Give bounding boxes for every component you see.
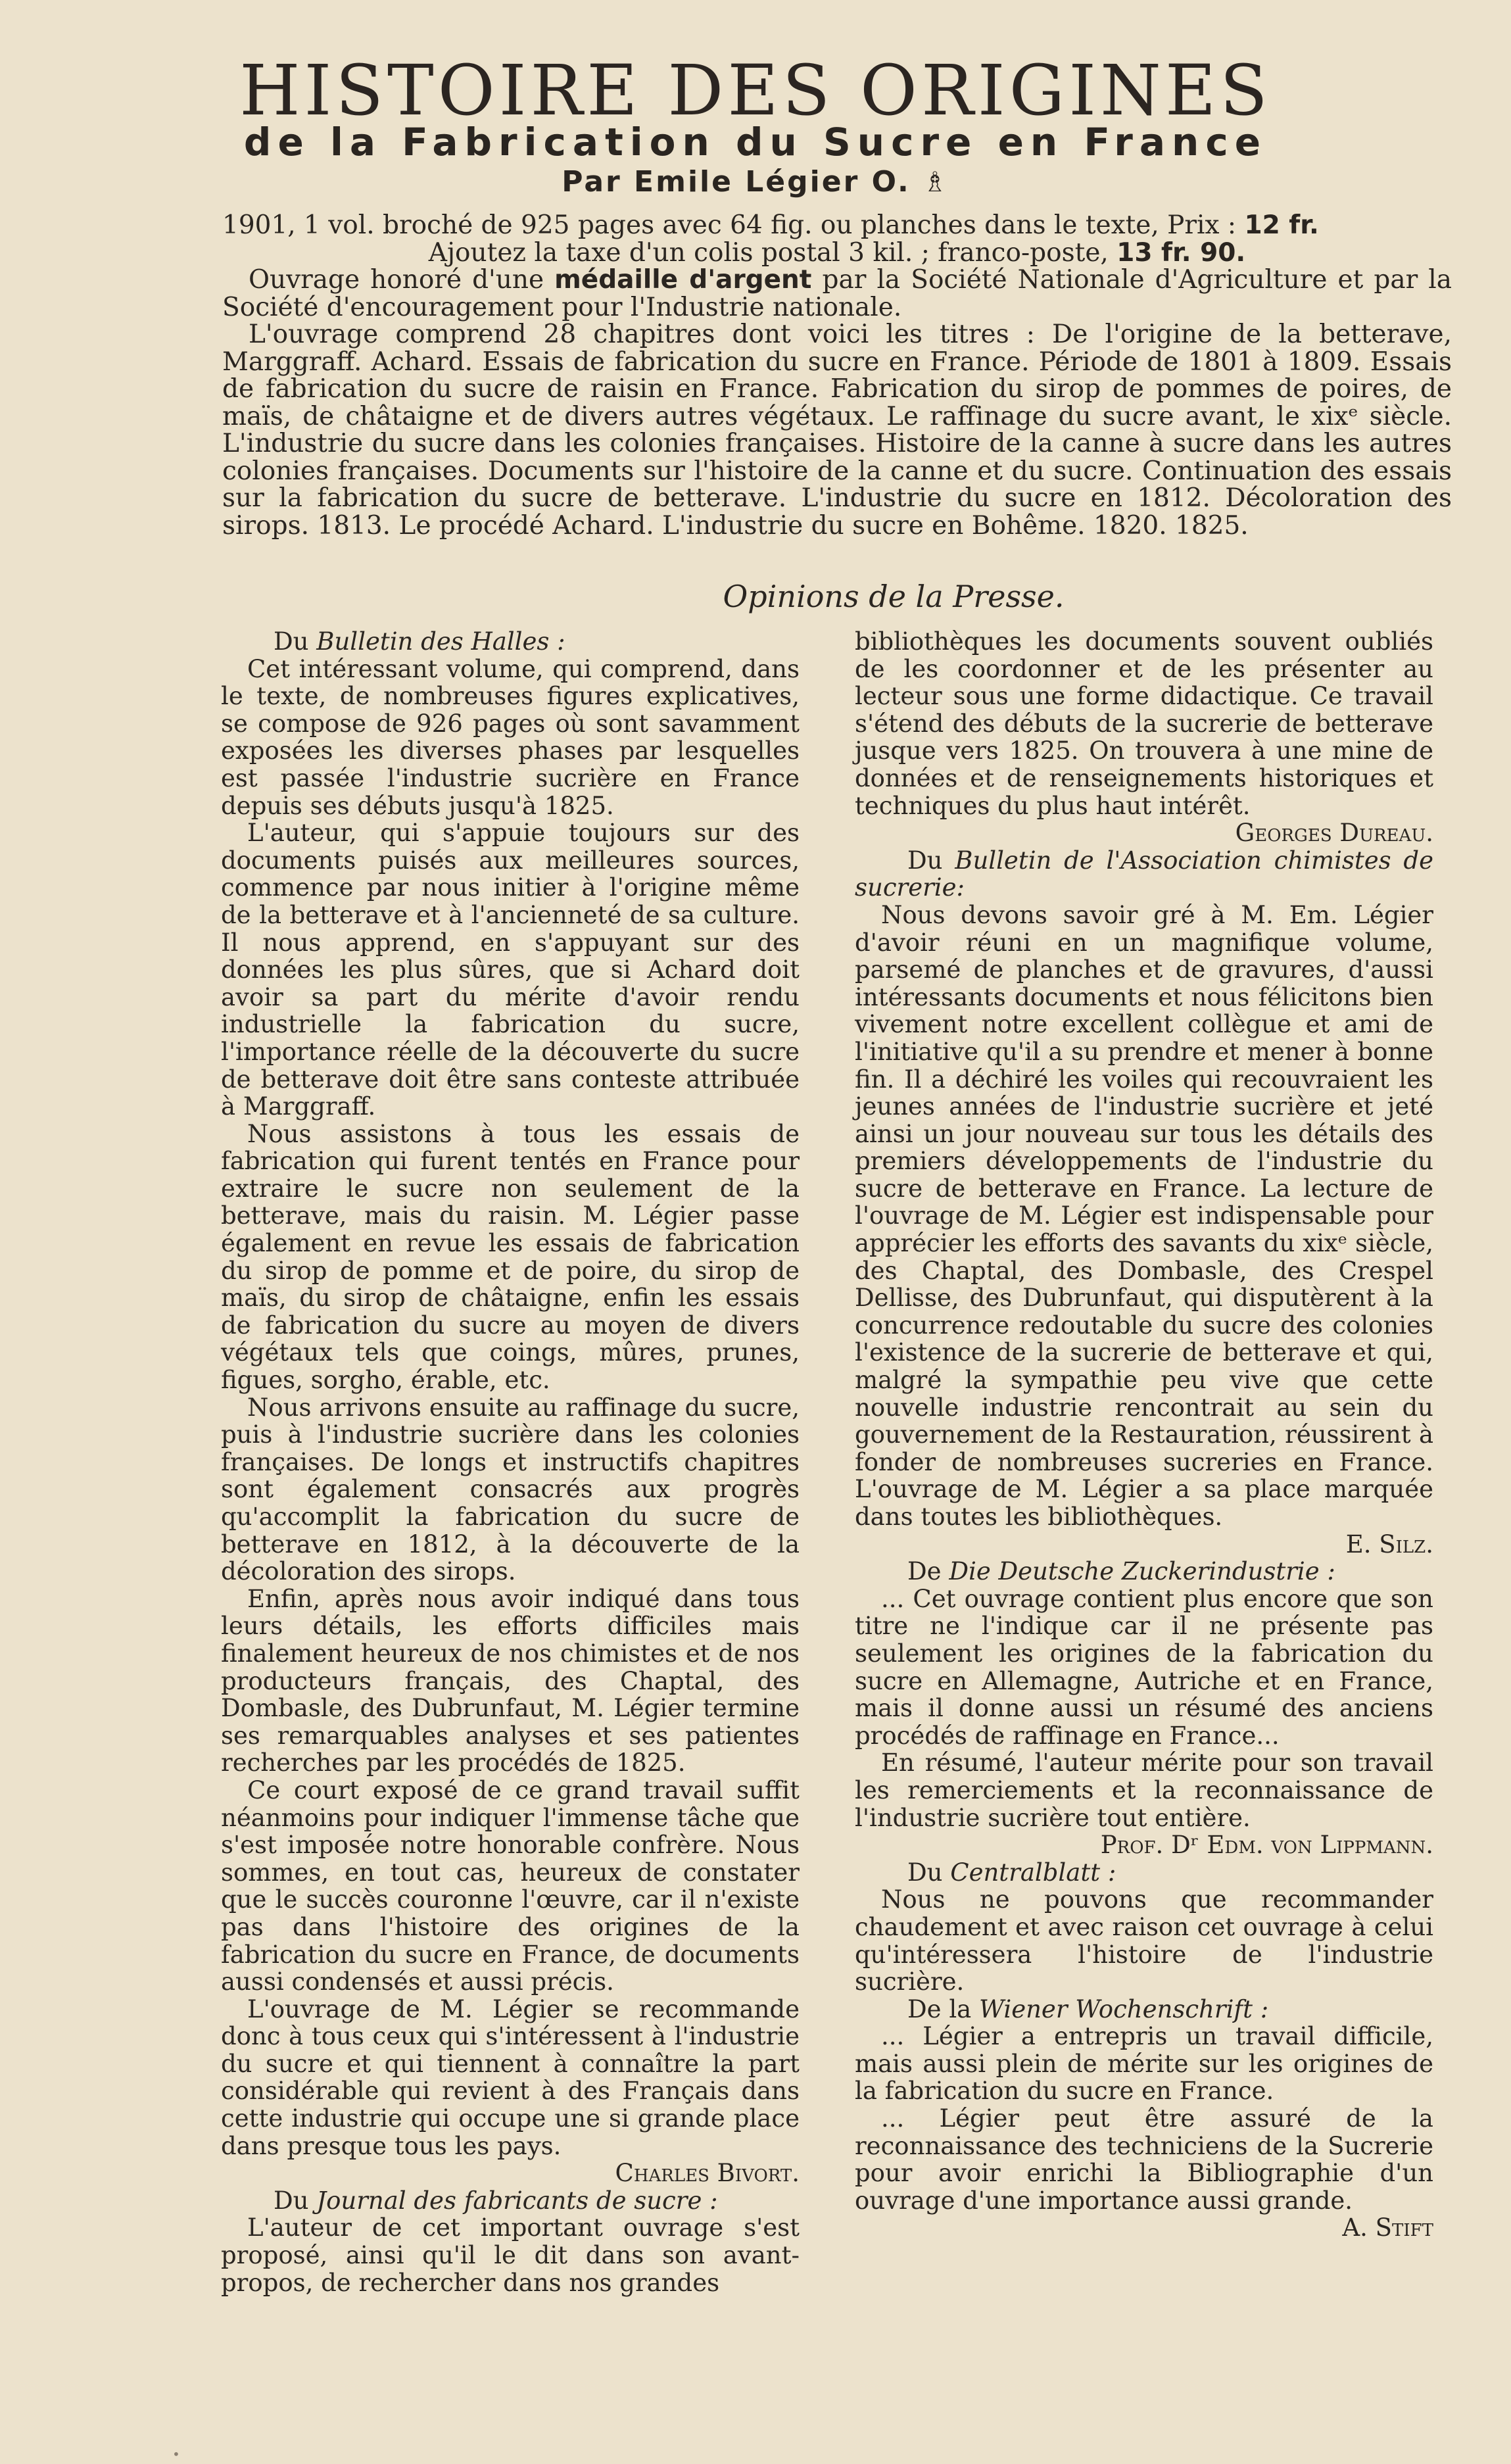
signature-bivort: Charles Bivort. bbox=[615, 2159, 800, 2188]
price: 12 fr. bbox=[1244, 210, 1319, 240]
review-source-wiener: De la Wiener Wochenschrift : bbox=[907, 1994, 1269, 2023]
review-paragraph: L'auteur de cet important ouvrage s'est proposé, ainsi qu'il le dit dans son avant-propos, de rechercher dans nos grandes bbox=[221, 2213, 800, 2297]
signature-lippmann: Prof. Dʳ Edm. von Lippmann. bbox=[1100, 1831, 1433, 1860]
review-source-chimistes: Du Bulletin de l'Association chimistes de sucrerie: bbox=[855, 846, 1433, 902]
review-source-deutsche: De Die Deutsche Zuckerindustrie : bbox=[907, 1557, 1335, 1586]
review-paragraph-continued: bibliothèques les documents souvent oubliés de les coordonner et de les présenter au lecteur sous une forme didactique. Ce travail s'étend des débuts de la sucrerie de betterave jusque vers 1825. On trouvera à une mine de données et de renseignements historiques et techniques du plus haut intérêt. bbox=[855, 627, 1433, 820]
review-paragraph: Nous assistons à tous les essais de fabrication qui furent tentés en France pour extraire le sucre non seulement de la betterave, mais du raisin. M. Légier passe également en revue les essais de fabrication du sirop de pomme et de poire, du sirop de maïs, du sirop de châtaigne, enfin les essais de fabrication du sucre au moyen de divers végétaux tels que coings, mûres, prunes, figues, sorgho, érable, etc. bbox=[221, 1119, 800, 1395]
review-paragraph: L'auteur, qui s'appuie toujours sur des documents puisés aux meilleures sources, commence par nous initier à l'origine même de la betterave et à l'ancienneté de sa culture. Il nous apprend, en s'appuyant sur des données les plus sûres, que si Achard doit avoir sa part du mérite d'avoir rendu industrielle la fabrication du sucre, l'importance réelle de la découverte du sucre de betterave doit être sans conteste attribuée à Marggraff. bbox=[221, 819, 800, 1121]
review-source-journal: Du Journal des fabricants de sucre : bbox=[274, 2186, 718, 2215]
page-title: HISTOIRE DES ORIGINES bbox=[239, 50, 1272, 131]
right-column bbox=[855, 628, 1433, 2242]
review-paragraph: ... Légier peut être assuré de la reconnaissance des techniciens de la Sucrerie pour avoir enrichi la Bibliographie d'un ouvrage d'une importance aussi grande. bbox=[855, 2104, 1433, 2215]
honor-line: Ouvrage honoré d'une médaille d'argent par la Société Nationale d'Agriculture et par la Société d'encouragement pour l'Industrie nationale. bbox=[222, 265, 1452, 322]
publication-line: 1901, 1 vol. broché de 925 pages avec 64 fig. ou planches dans le texte, Prix : 12 fr. bbox=[222, 210, 1319, 240]
review-source-centralblatt: Du Centralblatt : bbox=[907, 1858, 1116, 1887]
signature-dureau: Georges Dureau. bbox=[1235, 819, 1433, 848]
medal: médaille d'argent bbox=[554, 265, 812, 295]
review-paragraph: Nous arrivons ensuite au raffinage du sucre, puis à l'industrie sucrière dans les colonies françaises. De longs et instructifs chapitres sont également consacrés aux progrès qu'accomplit la fabrication du sucre de betterave en 1812, à la découverte de la décoloration des sirops. bbox=[221, 1393, 800, 1586]
review-paragraph: Nous devons savoir gré à M. Em. Légier d'avoir réuni en un magnifique volume, parsemé de planches et de gravures, d'aussi intéressants documents et nous félicitons bien vivement notre excellent collègue et ami de l'initiative qu'il a su prendre et mener à bonne fin. Il a déchiré les voiles qui recouvraient les jeunes années de l'industrie sucrière et jeté ainsi un jour nouveau sur tous les détails des premiers développements de l'industrie du sucre de betterave en France. La lecture de l'ouvrage de M. Légier est indispensable pour apprécier les efforts des savants du xixᵉ siècle, des Chaptal, des Dombasle, des Crespel Dellisse, des Dubrunfaut, qui disputèrent à la concurrence redoutable du sucre des colonies l'existence de la sucrerie de betterave et qui, malgré la sympathie peu vive que cette nouvelle industrie rencontrait au sein du gouvernement de la Restauration, réussirent à fonder de nombreuses sucreries en France. L'ouvrage de M. Légier a sa place marquée dans toutes les bibliothèques. bbox=[855, 900, 1433, 1531]
paper-speck: • bbox=[172, 2446, 180, 2462]
review-paragraph: ... Légier a entrepris un travail difficile, mais aussi plein de mérite sur les origines de la fabrication du sucre en France. bbox=[855, 2022, 1433, 2106]
intro-block bbox=[222, 212, 1452, 539]
review-paragraph: Cet intéressant volume, qui comprend, dans le texte, de nombreuses figures explicatives, se compose de 926 pages où sont savamment exposées les diverses phases par lesquelles est passée l'industrie sucrière en France depuis ses débuts jusqu'à 1825. bbox=[221, 654, 800, 820]
review-paragraph: L'ouvrage de M. Légier se recommande donc à tous ceux qui s'intéressent à l'industrie du sucre et qui tiennent à connaître la part considérable qui revient à des Français dans cette industrie qui occupe une si grande place dans presque tous les pays. bbox=[221, 1994, 800, 2160]
author-line bbox=[0, 165, 1511, 199]
review-paragraph: ... Cet ouvrage contient plus encore que son titre ne l'indique car il ne présente pas seulement les origines de la fabrication du sucre en Allemagne, Autriche et en France, mais il donne aussi un résumé des anciens procédés de raffinage en France... bbox=[855, 1584, 1433, 1750]
signature-silz: E. Silz. bbox=[1345, 1530, 1433, 1558]
left-column bbox=[221, 628, 800, 2296]
review-paragraph: Enfin, après nous avoir indiqué dans tous leurs détails, les efforts difficiles mais finalement heureux de nos chimistes et de nos producteurs français, des Chaptal, des Dombasle, des Dubrunfaut, M. Légier termine ses remarquables analyses et ses patientes recherches par les procédés de 1825. bbox=[221, 1584, 800, 1777]
review-paragraph: Nous ne pouvons que recommander chaudement et avec raison cet ouvrage à celui qu'intéressera l'histoire de l'industrie sucrière. bbox=[855, 1885, 1433, 1996]
author-name: Par Emile Légier O. bbox=[562, 165, 911, 199]
decoration-icon: ♗ bbox=[923, 166, 949, 198]
signature-stift: A. Stift bbox=[1342, 2213, 1433, 2242]
review-paragraph: Ce court exposé de ce grand travail suffit néanmoins pour indiquer l'immense tâche que s'est imposée notre honorable confrère. Nous sommes, en tout cas, heureux de constater que le succès couronne l'œuvre, car il n'existe pas dans l'histoire des origines de la fabrication du sucre en France, de documents aussi condensés et aussi précis. bbox=[221, 1776, 800, 1996]
review-source-halles: Du Bulletin des Halles : bbox=[274, 627, 565, 656]
opinions-heading: Opinions de la Presse. bbox=[723, 579, 1065, 614]
postage-price: 13 fr. 90. bbox=[1116, 237, 1246, 268]
subtitle: de la Fabrication du Sucre en France bbox=[243, 120, 1268, 164]
chapters-paragraph: L'ouvrage comprend 28 chapitres dont voici les titres : De l'origine de la betterave, Marggraff. Achard. Essais de fabrication du sucre en France. Période de 1801 à 1809. Essais de fabrication du sucre de raisin en France. Fabrication du sirop de pommes de poires, de maïs, de châtaigne et de divers autres végétaux. Le raffinage du sucre avant, le xixᵉ siècle. L'industrie du sucre dans les colonies françaises. Histoire de la canne à sucre dans les autres colonies françaises. Documents sur l'histoire de la canne et du sucre. Continuation des essais sur la fabrication du sucre de betterave. L'industrie du sucre en 1812. Décoloration des sirops. 1813. Le procédé Achard. L'industrie du sucre en Bohême. 1820. 1825. bbox=[222, 320, 1452, 541]
review-paragraph: En résumé, l'auteur mérite pour son travail les remerciements et la reconnaissance de l'industrie sucrière tout entière. bbox=[855, 1749, 1433, 1832]
postage-line: Ajoutez la taxe d'un colis postal 3 kil. ; franco-poste, 13 fr. 90. bbox=[428, 237, 1246, 268]
